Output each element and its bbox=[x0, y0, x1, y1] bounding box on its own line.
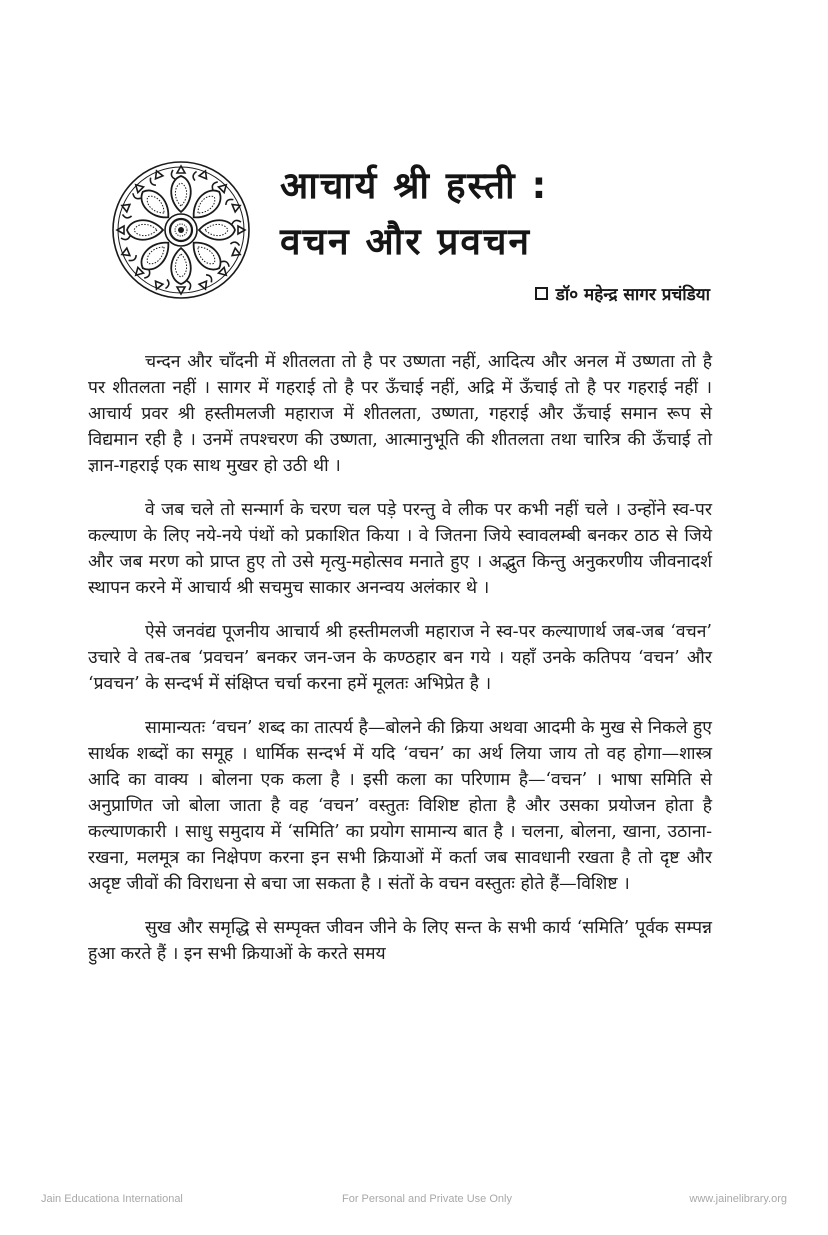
author-byline bbox=[535, 282, 710, 305]
paragraph-4: सामान्यतः ‘वचन’ शब्द का तात्पर्य है—बोलने की क्रिया अथवा आदमी के मुख से निकले हुए सार्थक शब्दों का समूह । धार्मिक सन्दर्भ में यदि ‘वचन’ का अर्थ लिया जाय तो वह होगा—शास्त्र आदि का वाक्य । बोलना एक कला है । इसी कला का परिणाम है—‘वचन’ । भाषा समिति से अनुप्राणित जो बोला जाता है वह ‘वचन’ वस्तुतः विशिष्ट होता है और उसका प्रयोजन होता है कल्याणकारी । साधु समुदाय में ‘समिति’ का प्रयोग सामान्य बात है । चलना, बोलना, खाना, उठाना-रखना, मलमूत्र का निक्षेपण करना इन सभी क्रियाओं में कर्ता जब सावधानी रखता है तो दृष्ट और अदृष्ट जीवों की विराधना से बचा जा सकता है । संतों के वचन वस्तुतः होते हैं—विशिष्ट । bbox=[88, 718, 712, 894]
paragraph-3: ऐसे जनवंद्य पूजनीय आचार्य श्री हस्तीमलजी महाराज ने स्व-पर कल्याणार्थ जब-जब ‘वचन’ उचारे वे तब-तब ‘प्रवचन’ बनकर जन-जन के कण्ठहार बन गये । यहाँ उनके कतिपय ‘वचन’ और ‘प्रवचन’ के सन्दर्भ में संक्षिप्त चर्चा करना हमें मूलतः अभिप्रेत है । bbox=[88, 622, 712, 694]
author-name: डॉ० महेन्द्र सागर प्रचंडिया bbox=[555, 285, 710, 305]
lotus-mandala-icon bbox=[111, 160, 251, 300]
title-line-1: आचार्य श्री हस्ती : bbox=[280, 164, 549, 207]
page-footer bbox=[0, 1193, 828, 1209]
paragraph-5: सुख और समृद्धि से सम्पृक्त जीवन जीने के लिए सन्त के सभी कार्य ‘समिति’ पूर्वक सम्पन्न हुआ करते हैं । इन सभी क्रियाओं के करते समय bbox=[88, 918, 712, 964]
paragraph-2: वे जब चले तो सन्मार्ग के चरण चल पड़े परन्तु वे लीक पर कभी नहीं चले । उन्होंने स्व-पर कल्याण के लिए नये-नये पंथों को प्रकाशित किया । वे जितना जिये स्वावलम्बी बनकर ठाठ से जिये और जब मरण को प्राप्त हुए तो उसे मृत्यु-महोत्सव मनाते हुए । अद्भुत किन्तु अनुकरणीय जीवनादर्श स्थापन करने में आचार्य श्री सचमुच साकार अनन्वय अलंकार थे । bbox=[88, 500, 712, 598]
title-line-2: वचन और प्रवचन bbox=[280, 220, 532, 263]
footer-publisher: Jain Educationa International bbox=[41, 1193, 183, 1205]
footer-website: www.jainelibrary.org bbox=[689, 1193, 787, 1205]
article-body bbox=[88, 349, 712, 985]
square-bullet-icon bbox=[535, 287, 548, 300]
footer-usage-note: For Personal and Private Use Only bbox=[342, 1193, 512, 1205]
paragraph-1: चन्दन और चाँदनी में शीतलता तो है पर उष्णता नहीं, आदित्य और अनल में उष्णता तो है पर शीतलता नहीं । सागर में गहराई तो है पर ऊँचाई नहीं, अद्रि में ऊँचाई तो है पर गहराई नहीं । आचार्य प्रवर श्री हस्तीमलजी महाराज में शीतलता, उष्णता, गहराई और ऊँचाई समान रूप से विद्यमान रही है । उनमें तपश्चरण की उष्णता, आत्मानुभूति की शीतलता तथा चारित्र की ऊँचाई तो ज्ञान-गहराई एक साथ मुखर हो उठी थी । bbox=[88, 352, 712, 476]
article-title bbox=[280, 158, 548, 270]
